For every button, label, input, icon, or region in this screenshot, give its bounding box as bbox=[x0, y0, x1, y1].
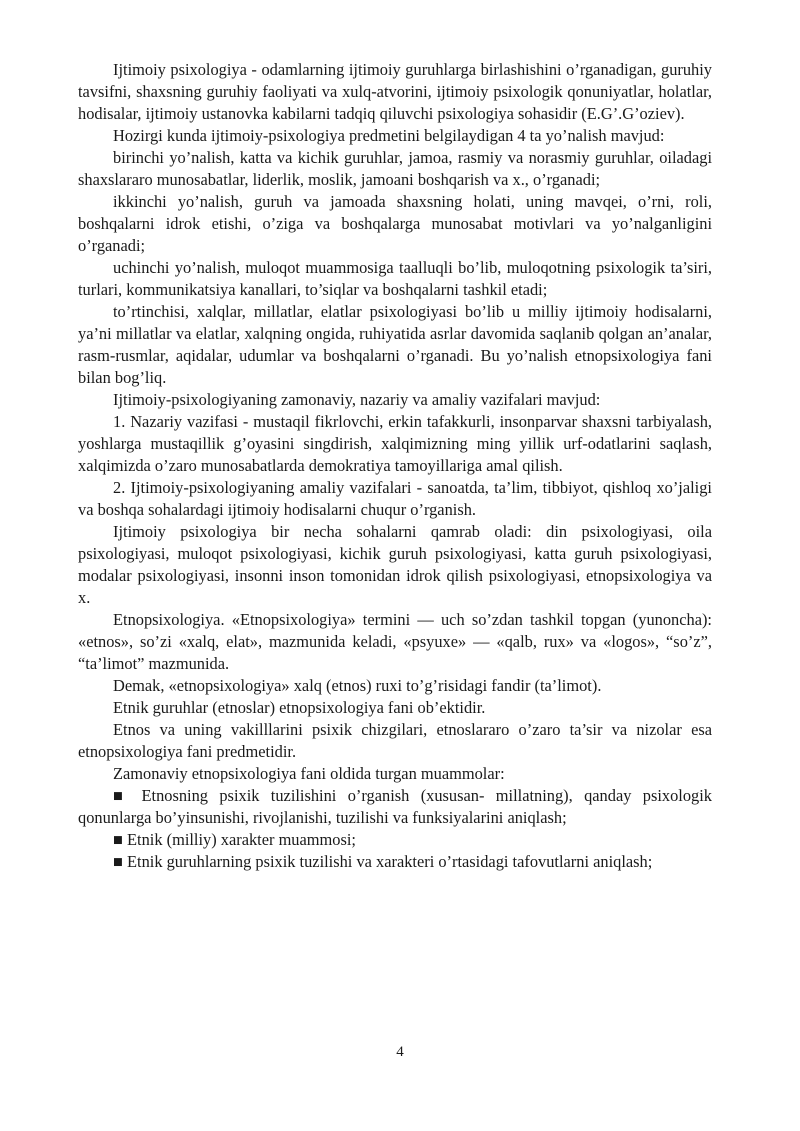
paragraph-direction-1: birinchi yo’nalish, katta va kichik guruhlar, jamoa, rasmiy va norasmiy guruhlar, oiladagi shaxslararo munosabatlar, liderlik, moslik, jamoani boshqarish va x., o’rganadi; bbox=[78, 148, 712, 189]
paragraph-task-theoretical: 1. Nazariy vazifasi - mustaqil fikrlovchi, erkin tafakkurli, insonparvar shaxsni tarbiyalash, yoshlarga mustaqillik g’oyasini singdirish, xalqimizning ming yillik urf-odatlarini saqlash, xalqimizda o’zaro munosabatlarda demokratiya tamoyillariga amal qilish. bbox=[78, 412, 712, 475]
paragraph-branches: Ijtimoiy psixologiya bir necha sohalarni qamrab oladi: din psixologiyasi, oila psixologiyasi, muloqot psixologiyasi, kichik guruh psixologiyasi, katta guruh psixologiyasi, modalar psixologiyasi, insonni inson tomonidan idrok qilish psixologiyasi, etnopsixologiya va x. bbox=[78, 522, 712, 607]
paragraph-object: Etnik guruhlar (etnoslar) etnopsixologiya fani ob’ektidir. bbox=[113, 698, 486, 717]
paragraph-direction-4: to’rtinchisi, xalqlar, millatlar, elatlar psixologiyasi bo’lib u milliy ijtimoiy hodisalarni, ya’ni millatlar va elatlar, xalqning ongida, ruhiyatida asrlar davomida saqlanib qolgan an’analar, rasm-rusmlar, aqidalar, udumlar va boshqalarni o’rganadi. Bu yo’nalish etnopsixologiya fani bilan bog’liq. bbox=[78, 302, 712, 387]
paragraph-problems-intro: Zamonaviy etnopsixologiya fani oldida turgan muammolar: bbox=[113, 764, 505, 783]
list-item-problem-1: ■ Etnosning psixik tuzilishini o’rganish (xususan- millatning), qanday psixologik qonunlarga bo’yinsunishi, rivojlanishi, tuzilishi va funksiyalarini aniqlash; bbox=[78, 786, 712, 827]
paragraph-definition: Ijtimoiy psixologiya - odamlarning ijtimoiy guruhlarga birlashishini o’rganadigan, guruhiy tavsifni, shaxsning guruhiy faoliyati va xulq-atvorini, ijtimoiy psixologik qonuniyatlar, holatlar, hodisalar, ijtimoiy ustanovka kabilarni tadqiq qiluvchi psixologiya sohasidir (E.G’.G’oziev). bbox=[78, 60, 712, 123]
page-body bbox=[78, 59, 712, 873]
paragraph-directions-intro: Hozirgi kunda ijtimoiy-psixologiya predmetini belgilaydigan 4 ta yo’nalish mavjud: bbox=[113, 126, 665, 145]
paragraph-subject: Etnos va uning vakilllarini psixik chizgilari, etnoslararo o’zaro ta’sir va nizolar esa etnopsixologiya fani predmetidir. bbox=[78, 720, 712, 761]
paragraph-task-practical: 2. Ijtimoiy-psixologiyaning amaliy vazifalari - sanoatda, ta’lim, tibbiyot, qishloq xo’jaligi va boshqa sohalardagi ijtimoiy hodisalarni chuqur o’rganish. bbox=[78, 478, 712, 519]
paragraph-direction-2: ikkinchi yo’nalish, guruh va jamoada shaxsning holati, uning mavqei, o’rni, roli, boshqalarni idrok etishi, o’ziga va boshqalarga munosabat motivlari va yo’nalganligini o’rganadi; bbox=[78, 192, 712, 255]
paragraph-ethnopsychology-definition: Demak, «etnopsixologiya» xalq (etnos) ruxi to’g’risidagi fandir (ta’limot). bbox=[113, 676, 602, 695]
list-item-problem-3: ■ Etnik guruhlarning psixik tuzilishi va xarakteri o’rtasidagi tafovutlarni aniqlash; bbox=[113, 852, 653, 871]
paragraph-ethnopsychology-term: Etnopsixologiya. «Etnopsixologiya» termini — uch so’zdan tashkil topgan (yunoncha): «etnos», so’zi «xalq, elat», mazmunida keladi, «psyuxe» — «qalb, rux» va «logos», “so’z”, “ta’limot” mazmunida. bbox=[78, 610, 712, 673]
paragraph-tasks-intro: Ijtimoiy-psixologiyaning zamonaviy, nazariy va amaliy vazifalari mavjud: bbox=[113, 390, 601, 409]
list-item-problem-2: ■ Etnik (milliy) xarakter muammosi; bbox=[113, 830, 356, 849]
paragraph-direction-3: uchinchi yo’nalish, muloqot muammosiga taalluqli bo’lib, muloqotning psixologik ta’siri, turlari, kommunikatsiya kanallari, to’siqlar va boshqalarni tashkil etadi; bbox=[78, 258, 712, 299]
page-number: 4 bbox=[396, 1044, 404, 1060]
